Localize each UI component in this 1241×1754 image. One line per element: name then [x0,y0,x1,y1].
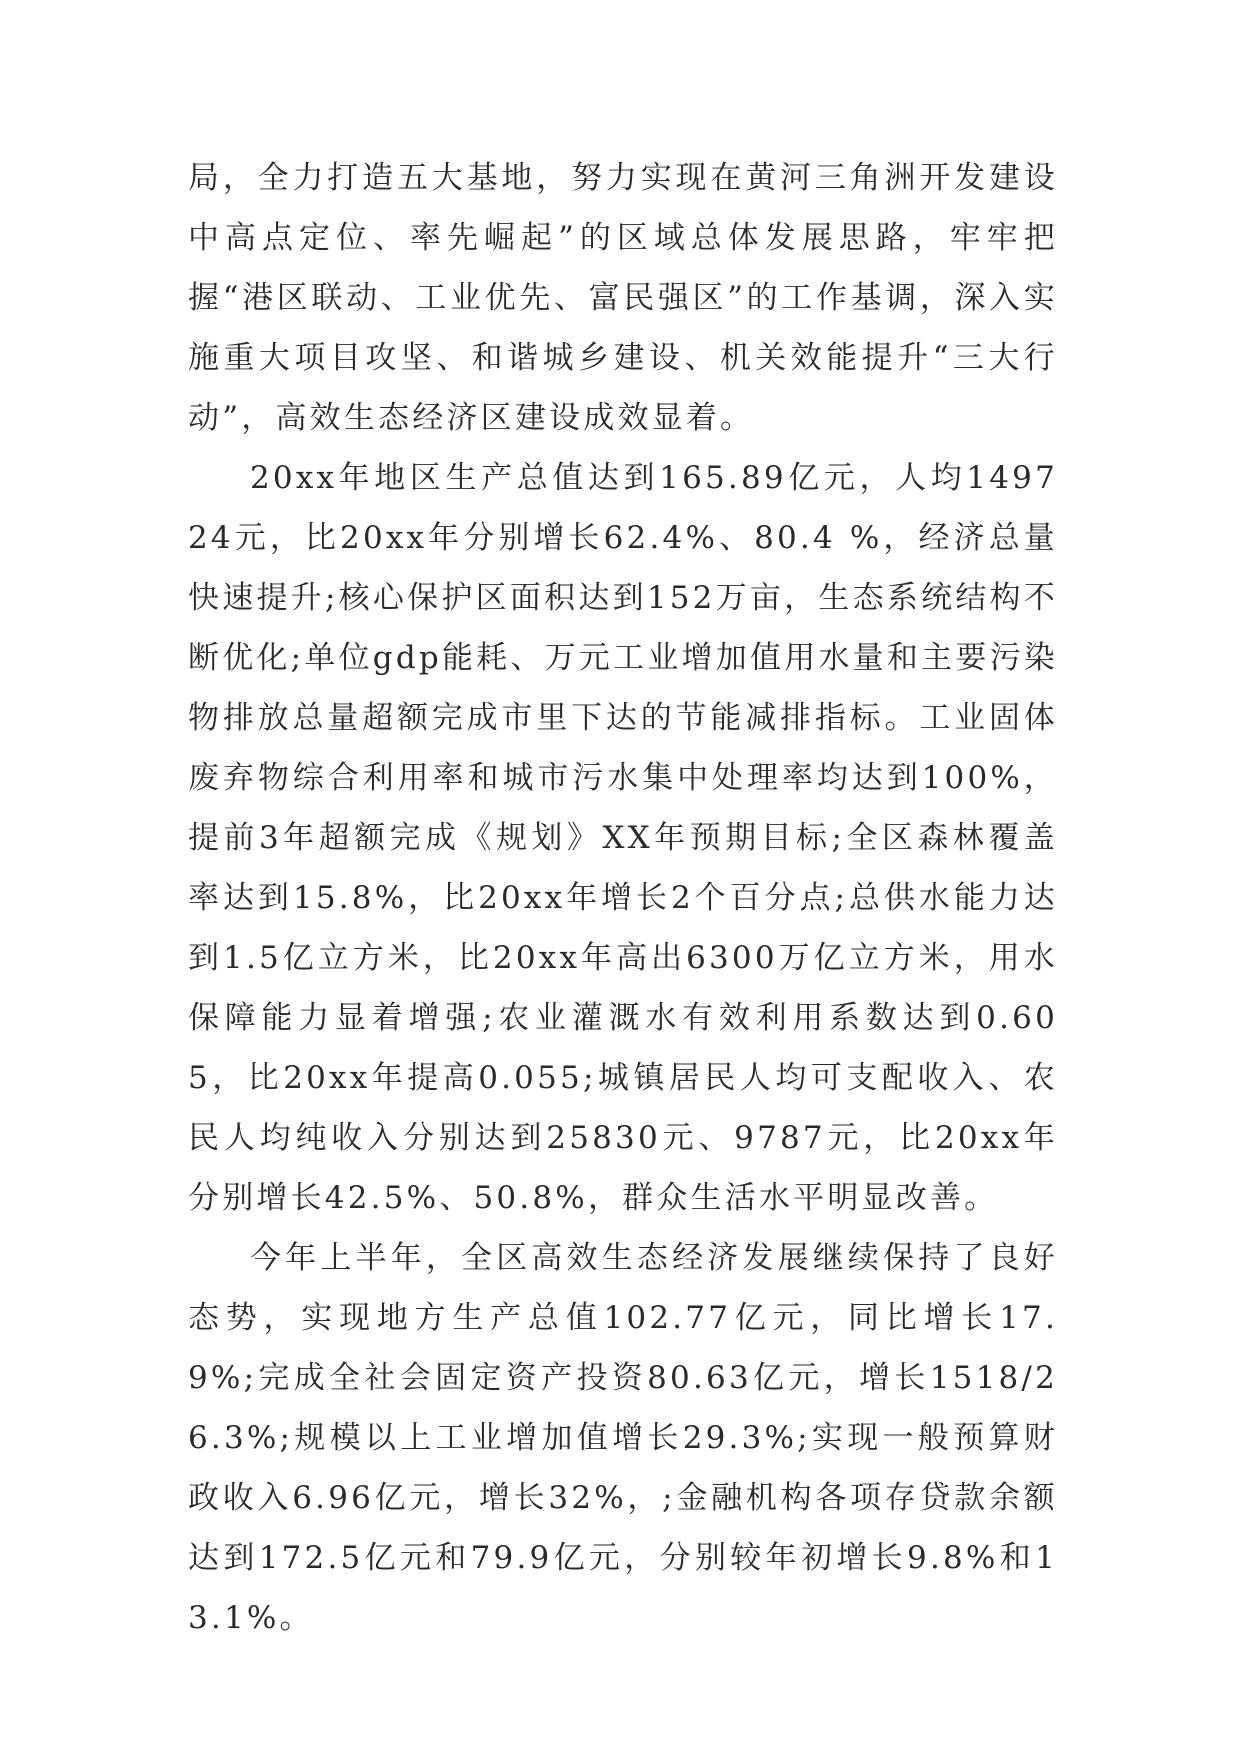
paragraph-1: 局，全力打造五大基地，努力实现在黄河三角洲开发建设中高点定位、率先崛起”的区域总体发展思路，牢牢把握“港区联动、工业优先、富民强区”的工作基调，深入实施重大项目攻坚、和谐城乡建设、机关效能提升“三大行动”，高效生态经济区建设成效显着。 [188,160,1058,436]
paragraph-3: 今年上半年，全区高效生态经济发展继续保持了良好态势，实现地方生产总值102.77亿元，同比增长17.9%;完成全社会固定资产投资80.63亿元，增长1518/26.3%;规模以上工业增加值增长29.3%;实现一般预算财政收入6.96亿元，增长32%，;金融机构各项存贷款余额达到172.5亿元和79.9亿元，分别较年初增长9.8%和13.1%。 [188,1240,1058,1636]
paragraph-2: 20xx年地区生产总值达到165.89亿元，人均149724元，比20xx年分别增长62.4%、80.4 %，经济总量快速提升;核心保护区面积达到152万亩，生态系统结构不断优化;单位gdp能耗、万元工业增加值用水量和主要污染物排放总量超额完成市里下达的节能减排指标。工业固体废弃物综合利用率和城市污水集中处理率均达到100%，提前3年超额完成《规划》XX年预期目标;全区森林覆盖率达到15.8%，比20xx年增长2个百分点;总供水能力达到1.5亿立方米，比20xx年高出6300万亿立方米，用水保障能力显着增强;农业灌溉水有效利用系数达到0.605，比20xx年提高0.055;城镇居民人均可支配收入、农民人均纯收入分别达到25830元、9787元，比20xx年分别增长42.5%、50.8%，群众生活水平明显改善。 [188,460,1058,1216]
document-body [188,148,1058,1648]
